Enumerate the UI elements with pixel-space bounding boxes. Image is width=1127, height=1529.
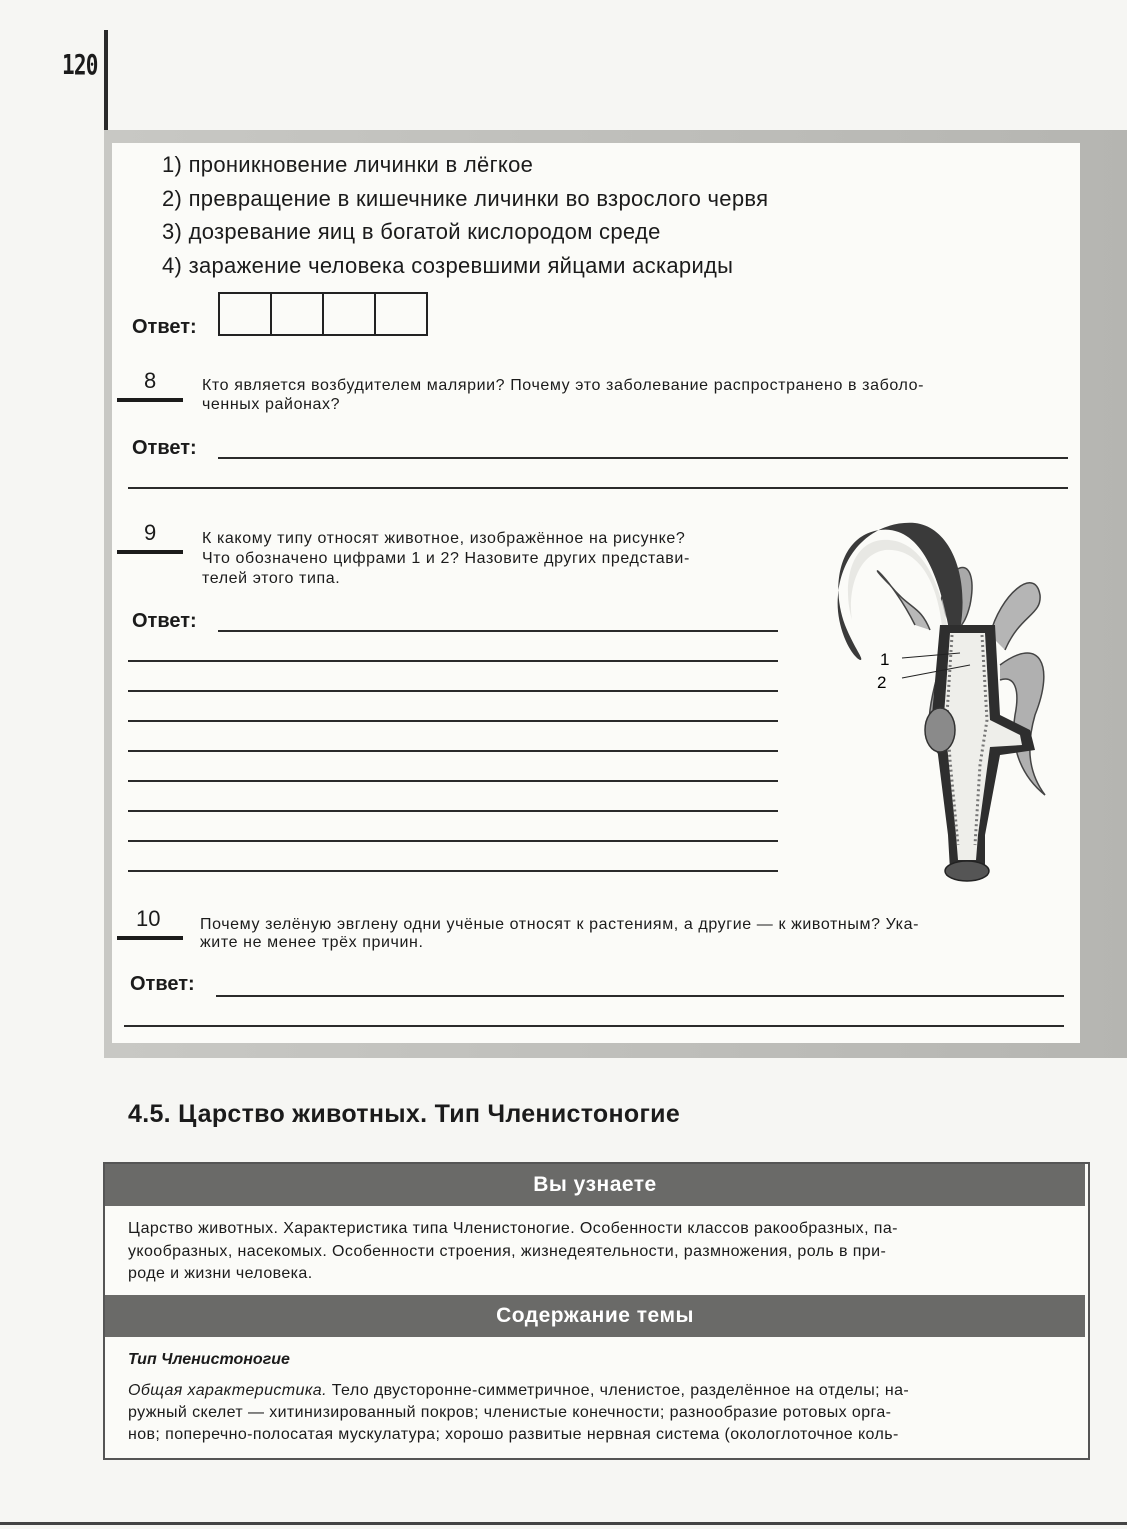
- task9-answer-line[interactable]: [128, 780, 778, 782]
- task9-answer-line[interactable]: [128, 870, 778, 872]
- content-line2: ружный скелет — хитинизированный покров; членистые конечности; разнообразие ротовых орга-: [128, 1404, 892, 1421]
- task7-option-1: 1) проникновение личинки в лёгкое: [162, 152, 534, 177]
- hydra-bud: [925, 708, 955, 752]
- task9-number: 9: [144, 520, 157, 545]
- content-line1: [128, 1381, 909, 1400]
- learn-text-line3: роде и жизни человека.: [128, 1265, 313, 1282]
- task8-text-line2: ченных районах?: [202, 396, 341, 413]
- section-title: 4.5. Царство животных. Тип Членистоногие: [128, 1100, 681, 1128]
- task7-answer-label: Ответ:: [132, 316, 197, 338]
- task7-option-4: 4) заражение человека созревшими яйцами аскариды: [162, 253, 734, 278]
- task8-answer-line[interactable]: [128, 487, 1068, 489]
- task10-number-bar: [117, 936, 183, 940]
- answer-cell[interactable]: [324, 294, 376, 334]
- figure-label-1: 1: [880, 650, 890, 669]
- answer-cell[interactable]: [376, 294, 426, 334]
- task8-number-bar: [117, 398, 183, 402]
- task7-option-2: 2) превращение в кишечнике личинки во взрослого червя: [162, 186, 769, 211]
- task7-answer-boxes[interactable]: [218, 292, 428, 336]
- task9-answer-label: Ответ:: [132, 610, 197, 632]
- content-line1-rest: Тело двусторонне-симметричное, членистое, разделённое на отделы; на-: [326, 1382, 910, 1399]
- task9-answer-line[interactable]: [128, 690, 778, 692]
- task9-text-line1: К какому типу относят животное, изображённое на рисунке?: [202, 530, 686, 547]
- page-number: 120: [62, 48, 98, 81]
- task7-option-3: 3) дозревание яиц в богатой кислородом среде: [162, 219, 661, 244]
- task10-answer-line[interactable]: [124, 1025, 1064, 1027]
- hydra-sole: [945, 861, 989, 881]
- answer-cell[interactable]: [272, 294, 324, 334]
- tentacle: [990, 583, 1040, 650]
- task10-text-line2: жите не менее трёх причин.: [200, 934, 424, 951]
- hydra-figure: [820, 515, 1060, 885]
- learn-header: Вы узнаете: [105, 1164, 1085, 1206]
- task10-text-line1: Почему зелёную эвглену одни учёные относят к растениям, а другие — к животным? Ука-: [200, 916, 920, 933]
- learn-text-line1: Царство животных. Характеристика типа Членистоногие. Особенности классов ракообразных, па-: [128, 1220, 898, 1237]
- task9-text-line3: телей этого типа.: [202, 570, 341, 587]
- task9-answer-line[interactable]: [128, 810, 778, 812]
- answer-cell[interactable]: [220, 294, 272, 334]
- task9-answer-line[interactable]: [128, 660, 778, 662]
- task9-answer-line[interactable]: [218, 630, 778, 632]
- task10-answer-line[interactable]: [216, 995, 1064, 997]
- task8-number: 8: [144, 368, 157, 393]
- task8-answer-label: Ответ:: [132, 437, 197, 459]
- page-bottom-edge: [0, 1522, 1127, 1525]
- task9-number-bar: [117, 550, 183, 554]
- header-rule: [104, 30, 108, 130]
- figure-label-2: 2: [877, 673, 887, 692]
- learn-text-line2: укообразных, насекомых. Особенности строения, жизнедеятельности, размножения, роль в при-: [128, 1243, 887, 1260]
- task10-number: 10: [136, 906, 161, 931]
- task8-answer-line[interactable]: [218, 457, 1068, 459]
- task9-text-line2: Что обозначено цифрами 1 и 2? Назовите других представи-: [202, 550, 690, 567]
- task10-answer-label: Ответ:: [130, 973, 195, 995]
- content-italic-lead: Общая характеристика.: [128, 1382, 327, 1399]
- content-line3: нов; поперечно-полосатая мускулатура; хорошо развитые нервная система (окологлоточное коль-: [128, 1426, 899, 1443]
- tentacle: [877, 571, 930, 630]
- topic-title: Тип Членистоногие: [128, 1351, 290, 1368]
- task9-answer-line[interactable]: [128, 750, 778, 752]
- task9-answer-line[interactable]: [128, 720, 778, 722]
- content-header: Содержание темы: [105, 1295, 1085, 1337]
- task9-answer-line[interactable]: [128, 840, 778, 842]
- task8-text-line1: Кто является возбудителем малярии? Почему это заболевание распространено в заболо-: [202, 377, 925, 394]
